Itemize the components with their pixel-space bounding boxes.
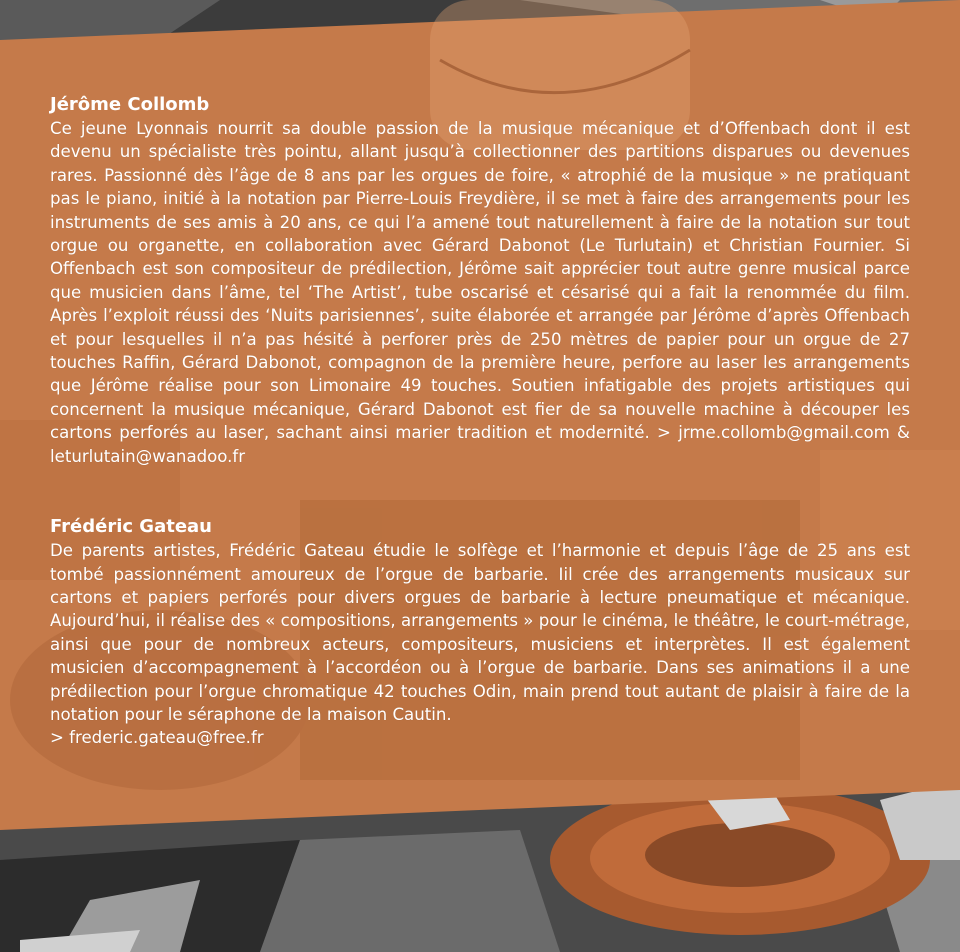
bio-body: Ce jeune Lyonnais nourrit sa double passion de la musique mécanique et d’Offenbach dont il est devenu un spécialiste très pointu, allant jusqu’à collectionner des partitions disparues ou devenues rares. Passionné dès l’âge de 8 ans par les orgues de foire, « atrophié de la musique » ne pratiquant pas le piano, initié à la notation par Pierre-Louis Freydière, il se met à faire des arrangements pour les instruments de ses amis à 20 ans, ce qui l’a amené tout naturellement à faire de la notation sur tout orgue ou organette, en collaboration avec Gérard Dabonot (Le Turlutain) et Christian Fournier. Si Offenbach est son compositeur de prédilection, Jérôme sait apprécier tout autre genre musical parce que musicien dans l’âme, tel ‘The Artist’, tube oscarisé et césarisé qui a fait la renommée du film. Après l’exploit réussi des ‘Nuits parisiennes’, suite élaborée et arrangée par Jérôme d’après Offenbach et pour lesquelles il n’a pas hésité à perforer près de 250 mètres de papier pour un orgue de 27 touches Raffin, Gérard Dabonot, compagnon de la première heure, perfore au laser les arrangements que Jérôme réalise pour son Limonaire 49 touches. Soutien infatigable des projets artistiques qui concernent la musique mécanique, Gérard Dabonot est fier de sa nouvelle machine à découper les cartons perforés au laser, sachant ainsi marier tradition et modernité. — [50, 119, 910, 443]
bio-contact: > frederic.gateau@free.fr — [50, 728, 264, 748]
bio-text — [50, 117, 910, 468]
bio-name: Frédéric Gateau — [50, 516, 212, 538]
bio-frederic-gateau — [50, 515, 910, 750]
bio-jerome-collomb — [50, 93, 910, 468]
bio-text — [50, 539, 910, 750]
biographies — [50, 93, 910, 750]
bio-body: De parents artistes, Frédéric Gateau étudie le solfège et l’harmonie et depuis l’âge de 25 ans est tombé passionnément amoureux de l’orgue de barbarie. Iil crée des arrangements musicaux sur cartons et papiers perforés pour divers orgues de barbarie à lecture pneumatique et mécanique. Aujourd’hui, il réalise des « compositions, arrangements » pour le cinéma, le théâtre, le court-métrage, ainsi que pour de nombreux acteurs, compositeurs, musiciens et interprètes. Il est également musicien d’accompagnement à l’accordéon ou à l’orgue de barbarie. Dans ses animations il a une prédilection pour l’orgue chromatique 42 touches Odin, main prend tout autant de plaisir à faire de la notation pour le séraphone de la maison Cautin. — [50, 541, 910, 724]
bio-name: Jérôme Collomb — [50, 94, 210, 115]
bio-contact: > jrme.collomb@gmail.com & leturlutain@wanadoo.fr — [50, 423, 910, 466]
